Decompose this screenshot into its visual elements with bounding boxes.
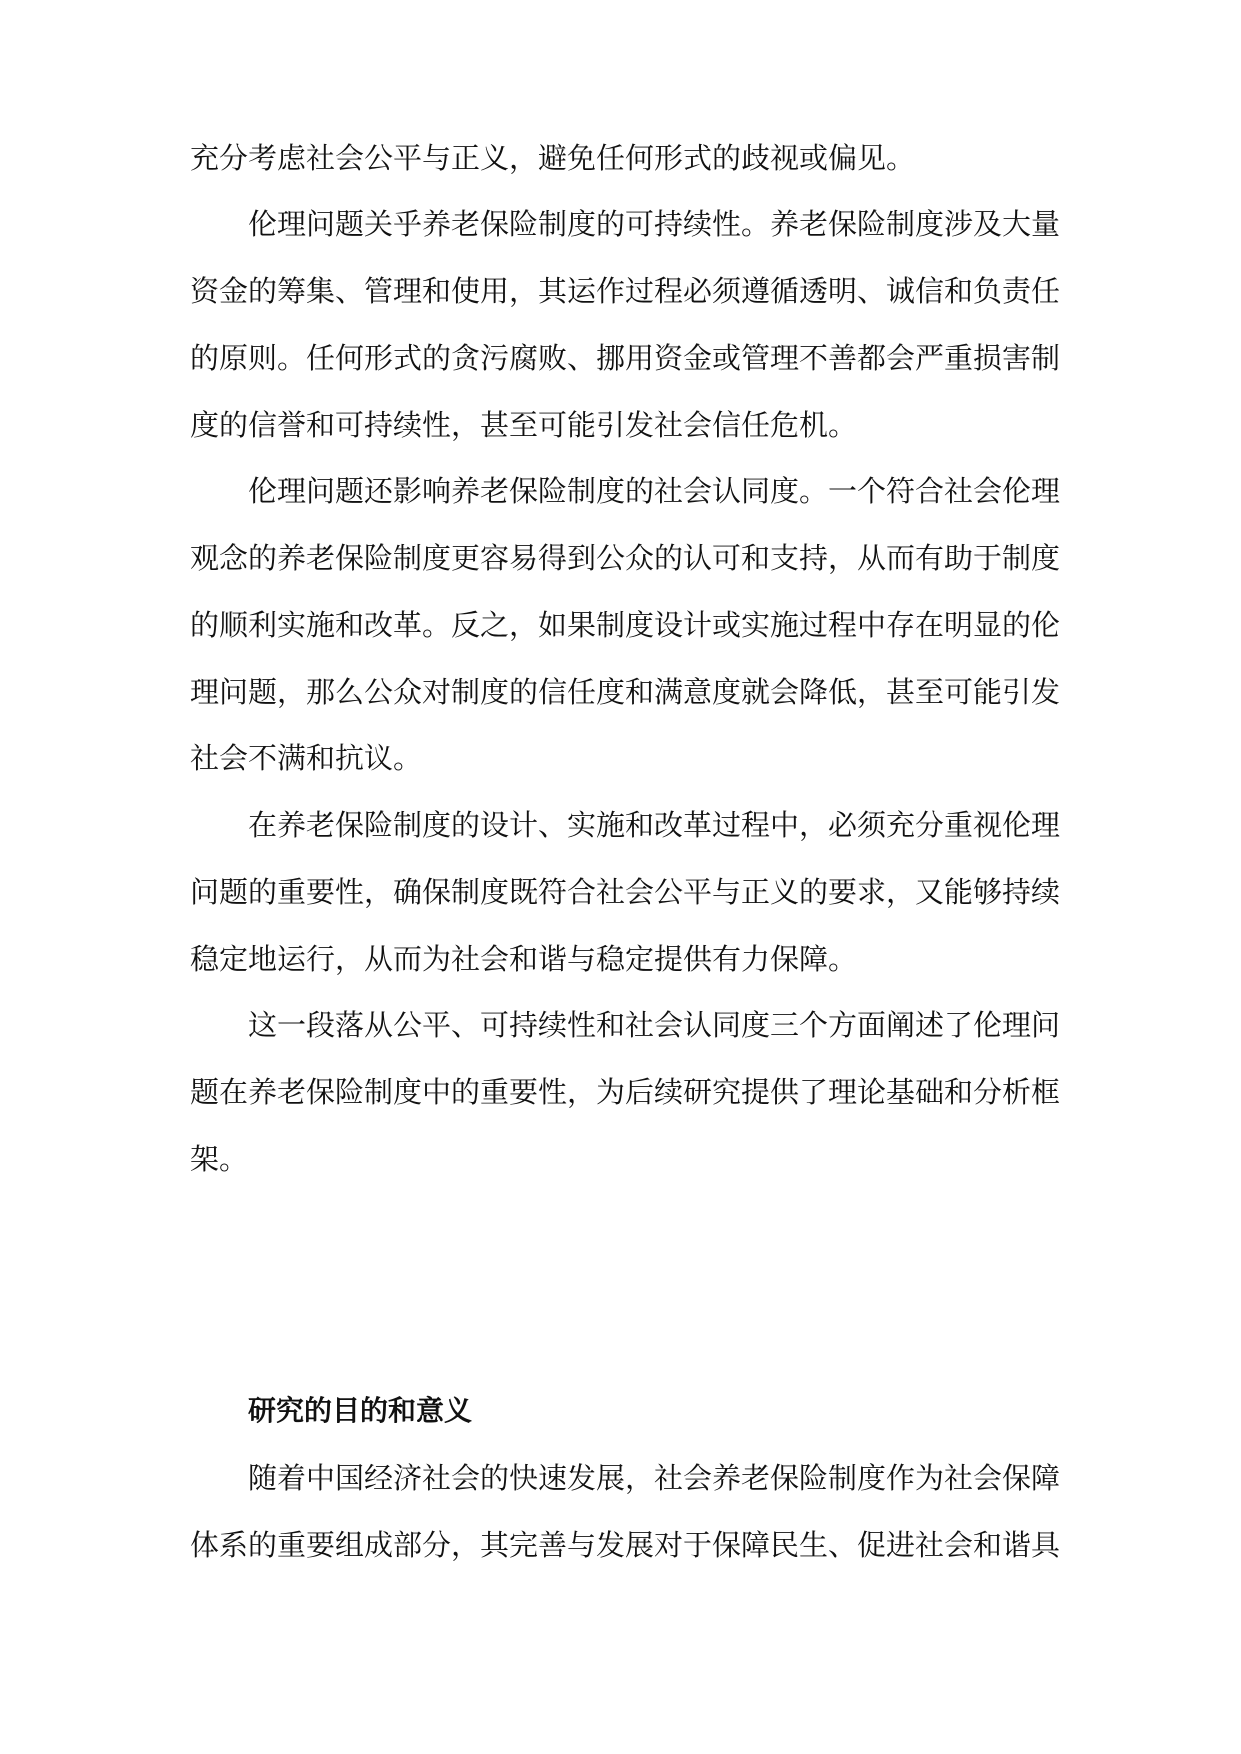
paragraph-line: 随着中国经济社会的快速发展，社会养老保险制度作为社会保障 bbox=[248, 1461, 1060, 1495]
paragraph-line: 问题的重要性，确保制度既符合社会公平与正义的要求，又能够持续 bbox=[190, 875, 1060, 909]
paragraph-line: 的原则。任何形式的贪污腐败、挪用资金或管理不善都会严重损害制 bbox=[190, 341, 1060, 375]
paragraph-line: 伦理问题关乎养老保险制度的可持续性。养老保险制度涉及大量 bbox=[248, 207, 1060, 241]
paragraph-line: 的顺利实施和改革。反之，如果制度设计或实施过程中存在明显的伦 bbox=[190, 608, 1060, 642]
paragraph-line: 体系的重要组成部分，其完善与发展对于保障民生、促进社会和谐具 bbox=[190, 1528, 1060, 1562]
paragraph-line: 理问题，那么公众对制度的信任度和满意度就会降低，甚至可能引发 bbox=[190, 675, 1060, 709]
paragraph-line: 伦理问题还影响养老保险制度的社会认同度。一个符合社会伦理 bbox=[248, 474, 1060, 508]
paragraph-line: 社会不满和抗议。 bbox=[190, 741, 423, 775]
paragraph-line: 这一段落从公平、可持续性和社会认同度三个方面阐述了伦理问 bbox=[248, 1008, 1060, 1042]
paragraph-line: 题在养老保险制度中的重要性，为后续研究提供了理论基础和分析框 bbox=[190, 1075, 1060, 1109]
paragraph-line: 观念的养老保险制度更容易得到公众的认可和支持，从而有助于制度 bbox=[190, 541, 1060, 575]
paragraph-line: 在养老保险制度的设计、实施和改革过程中，必须充分重视伦理 bbox=[248, 808, 1060, 842]
paragraph-line: 资金的筹集、管理和使用，其运作过程必须遵循透明、诚信和负责任 bbox=[190, 274, 1060, 308]
paragraph-line: 架。 bbox=[190, 1142, 249, 1176]
section-heading: 研究的目的和意义 bbox=[248, 1394, 473, 1427]
paragraph-line: 度的信誉和可持续性，甚至可能引发社会信任危机。 bbox=[190, 408, 858, 442]
paragraph-line: 充分考虑社会公平与正义，避免任何形式的歧视或偏见。 bbox=[190, 141, 916, 175]
paragraph-line: 稳定地运行，从而为社会和谐与稳定提供有力保障。 bbox=[190, 942, 858, 976]
